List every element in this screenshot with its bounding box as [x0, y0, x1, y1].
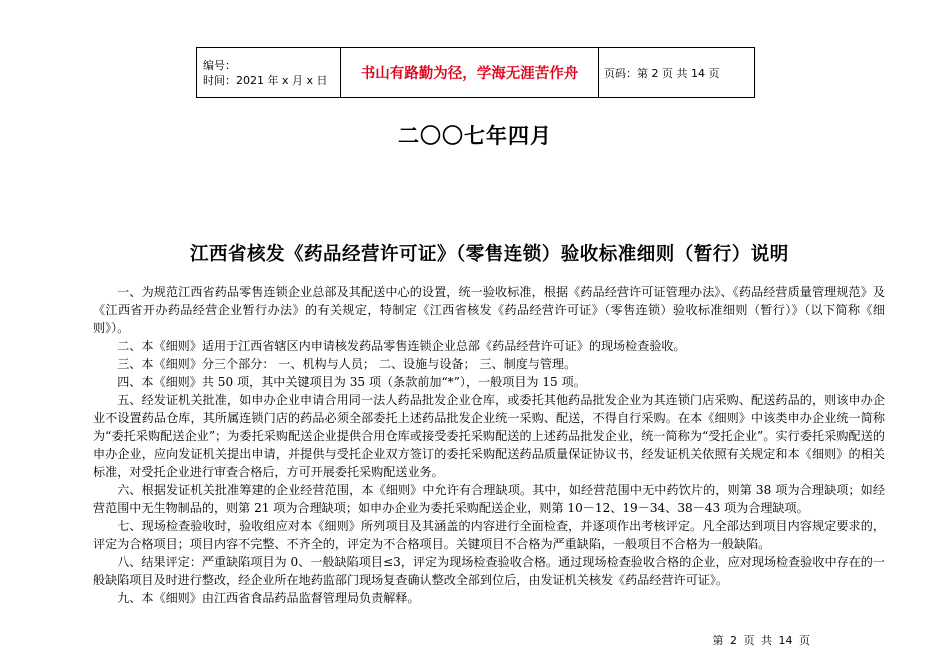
paragraph: 八、结果评定：严重缺陷项目为 0、一般缺陷项目≤3，评定为现场检查验收合格。通过现场检查验收合格的企业，应对现场检查验收中存在的一般缺陷项目及时进行整改，经企业所在地药监部门现场复查确认整改全部到位后，由发证机关核发《药品经营许可证》。 — [93, 555, 885, 587]
page-info-text: 页码：第 2 页 共 14 页 — [604, 66, 720, 80]
slogan-text: 书山有路勤为径，学海无涯苦作舟 — [360, 66, 579, 82]
paragraph: 九、本《细则》由江西省食品药品监督管理局负责解释。 — [117, 591, 420, 605]
number-label: 编号： — [203, 58, 236, 72]
header-slogan — [341, 48, 599, 97]
paragraph: 六、根据发证机关批准筹建的企业经营范围，本《细则》中允许有合理缺项。其中，如经营范围中无中药饮片的，则第 38 项为合理缺项；如经营范围中无生物制品的，则第 21 项为合理缺项；如申办企业为委托采购配送企业，则第 10－12、19－34、38－43 项为合理缺项。 — [93, 483, 885, 515]
document-title: 江西省核发《药品经营许可证》（零售连锁）验收标准细则（暂行）说明 — [190, 244, 789, 265]
paragraph: 五、经发证机关批准，如申办企业申请合用同一法人药品批发企业仓库，或委托其他药品批发企业为其连锁门店采购、配送药品的，则该申办企业不设置药品仓库，其所属连锁门店的药品必须全部委托上述药品批发企业统一采购、配送，不得自行采购。在本《细则》中该类申办企业统一简称为“委托采购配送企业”；为委托采购配送企业提供合用仓库或接受委托采购配送的上述药品批发企业，统一简称为“受托企业”。实行委托采购配送的申办企业，应向发证机关提出申请，并提供与受托企业双方签订的委托采购配送药品质量保证协议书，经发证机关依照有关规定和本《细则》的相关标准，对受托企业进行审查合格后，方可开展委托采购配送业务。 — [93, 393, 885, 479]
paragraph: 四、本《细则》共 50 项，其中关键项目为 35 项（条款前加“*”），一般项目为 15 项。 — [117, 375, 586, 389]
header-page-info — [599, 48, 754, 97]
time-label: 时间：2021 年 x 月 x 日 — [203, 73, 328, 87]
page-footer: 第 2 页 共 14 页 — [712, 634, 810, 647]
date-title: 二〇〇七年四月 — [398, 124, 552, 148]
header-meta — [197, 48, 341, 97]
paragraph: 二、本《细则》适用于江西省辖区内申请核发药品零售连锁企业总部《药品经营许可证》的现场检查验收。 — [117, 339, 686, 353]
header-table — [196, 47, 755, 98]
document-body — [93, 283, 885, 607]
paragraph: 三、本《细则》分三个部分： 一、机构与人员； 二、设施与设备； 三、制度与管理。 — [117, 357, 577, 371]
paragraph: 一、为规范江西省药品零售连锁企业总部及其配送中心的设置，统一验收标准，根据《药品经营许可证管理办法》、《药品经营质量管理规范》及《江西省开办药品经营企业暂行办法》的有关规定，特制定《江西省核发《药品经营许可证》（零售连锁）验收标准细则（暂行）》（以下简称《细则》）。 — [93, 285, 885, 335]
paragraph: 七、现场检查验收时，验收组应对本《细则》所列项目及其涵盖的内容进行全面检查，并逐项作出考核评定。凡全部达到项目内容规定要求的，评定为合格项目；项目内容不完整、不齐全的，评定为不合格项目。关键项目不合格为严重缺陷，一般项目不合格为一般缺陷。 — [93, 519, 885, 551]
